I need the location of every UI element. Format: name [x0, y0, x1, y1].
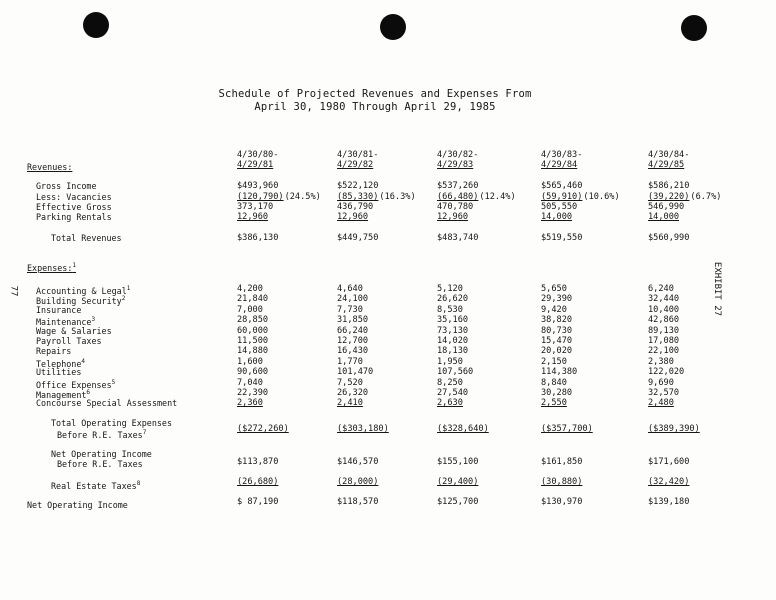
- footnote-marker: 2: [121, 295, 126, 303]
- period-end-5: 4/29/85: [648, 160, 685, 170]
- expense-value-r11-3: 27,540: [437, 388, 469, 398]
- total-expenses-4: ($357,700): [541, 424, 593, 434]
- total-revenues-4: $519,550: [541, 233, 583, 243]
- expense-value-r8-3: 1,950: [437, 356, 463, 367]
- period-end-4: 4/29/84: [541, 160, 578, 170]
- expense-value-r11-4: 30,280: [541, 388, 573, 398]
- noi-before-1: $113,870: [237, 457, 279, 467]
- expense-value-r1-2: 4,640: [337, 284, 363, 294]
- revenue-row-label: Parking Rentals: [36, 212, 112, 222]
- period-start-5: 4/30/84-: [648, 150, 690, 160]
- noi-5: $139,180: [648, 497, 690, 507]
- footnote-marker: 3: [91, 316, 96, 324]
- expense-row-label: Management$^6$: [36, 389, 91, 400]
- vacancy-pct: (10.6%): [583, 192, 620, 202]
- expense-value-r6-1: 11,500: [237, 336, 269, 346]
- total-expenses-5: ($389,390): [648, 424, 700, 434]
- revenue-value-r2-3: (66,480)(12.4%): [437, 192, 516, 202]
- expense-value-r7-2: 16,430: [337, 346, 369, 357]
- expense-value-r3-1: 7,000: [237, 304, 263, 315]
- punch-hole-right: [681, 15, 707, 41]
- expense-value-r6-5: 17,080: [648, 336, 680, 346]
- revenue-value-r3-1: 373,170: [237, 202, 274, 212]
- punch-hole-center: [380, 14, 406, 40]
- expense-value-r4-3: 35,160: [437, 315, 469, 326]
- footnote-marker: 6: [86, 389, 91, 396]
- footnote-marker: 5: [111, 378, 116, 386]
- revenue-value-r1-2: $522,120: [337, 181, 379, 191]
- expense-value-r12-1: 2,360: [237, 398, 263, 409]
- vacancy-pct: (24.5%): [284, 192, 321, 202]
- expense-row-label: Payroll Taxes: [36, 336, 102, 346]
- expense-value-r5-5: 89,130: [648, 325, 680, 336]
- expense-value-r4-4: 38,820: [541, 315, 573, 326]
- period-end-2: 4/29/82: [337, 160, 374, 170]
- noi-4: $130,970: [541, 497, 583, 507]
- period-end-3: 4/29/83: [437, 160, 474, 170]
- expense-value-r3-5: 10,400: [648, 304, 680, 315]
- page-number: 77: [8, 285, 19, 297]
- expense-row-label: Concourse Special Assessment: [36, 398, 178, 409]
- expense-value-r4-1: 28,850: [237, 315, 269, 326]
- expense-value-r11-5: 32,570: [648, 388, 680, 398]
- revenue-value-r1-3: $537,260: [437, 181, 479, 191]
- expense-value-r3-2: 7,730: [337, 304, 363, 315]
- expense-value-r7-3: 18,130: [437, 346, 469, 357]
- expense-value-r11-1: 22,390: [237, 388, 269, 398]
- expense-value-r10-4: 8,840: [541, 377, 567, 388]
- expense-value-r5-4: 80,730: [541, 325, 573, 336]
- expense-value-r9-5: 122,020: [648, 367, 685, 378]
- expense-value-r9-4: 114,380: [541, 367, 578, 378]
- total-expenses-2: ($303,180): [337, 424, 389, 434]
- revenue-value-r1-5: $586,210: [648, 181, 690, 191]
- expense-value-r10-1: 7,040: [237, 377, 263, 388]
- vacancy-pct: (6.7%): [690, 192, 722, 202]
- footnote-marker: 1: [72, 262, 77, 269]
- expense-row-label: Accounting & Legal$^1$: [36, 285, 131, 296]
- re-taxes-label: Real Estate Taxes$^8$: [51, 480, 141, 491]
- expense-value-r1-1: 4,200: [237, 284, 263, 294]
- expense-value-r1-4: 5,650: [541, 284, 567, 294]
- expense-row-label: Insurance: [36, 304, 82, 315]
- revenue-value-r4-4: 14,000: [541, 212, 573, 222]
- expense-value-r4-2: 31,850: [337, 315, 369, 326]
- period-start-1: 4/30/80-: [237, 150, 279, 160]
- total-revenues-1: $386,130: [237, 233, 279, 243]
- noi-before-label-2: Before R.E. Taxes: [57, 459, 143, 469]
- expense-value-r8-1: 1,600: [237, 356, 263, 367]
- expense-value-r10-3: 8,250: [437, 377, 463, 388]
- noi-2: $118,570: [337, 497, 379, 507]
- title-line-2: April 30, 1980 Through April 29, 1985: [254, 101, 496, 113]
- re-taxes-5: (32,420): [648, 477, 690, 487]
- total-expenses-label-2: Before R.E. Taxes$^7$: [57, 429, 147, 440]
- re-taxes-2: (28,000): [337, 477, 379, 487]
- period-end-1: 4/29/81: [237, 160, 274, 170]
- expense-value-r2-4: 29,390: [541, 294, 573, 305]
- expense-value-r9-2: 101,470: [337, 367, 374, 378]
- revenue-value-r2-2: (85,330)(16.3%): [337, 192, 416, 202]
- expense-value-r2-3: 26,620: [437, 294, 469, 305]
- period-start-3: 4/30/82-: [437, 150, 479, 160]
- expense-value-r8-5: 2,380: [648, 356, 674, 367]
- expense-value-r1-5: 6,240: [648, 284, 674, 294]
- expense-value-r3-4: 9,420: [541, 304, 567, 315]
- revenues-heading: Revenues:: [27, 162, 73, 172]
- expense-row-label: Utilities: [36, 367, 82, 378]
- total-revenues-2: $449,750: [337, 233, 379, 243]
- revenue-value-r1-4: $565,460: [541, 181, 583, 191]
- punch-hole-left: [83, 12, 109, 38]
- expense-value-r10-2: 7,520: [337, 377, 363, 388]
- revenue-value-r4-2: 12,960: [337, 212, 369, 222]
- expense-value-r12-3: 2,630: [437, 398, 463, 409]
- expense-value-r8-2: 1,770: [337, 356, 363, 367]
- total-revenues-5: $560,990: [648, 233, 690, 243]
- total-expenses-3: ($328,640): [437, 424, 489, 434]
- expense-value-r9-3: 107,560: [437, 367, 474, 378]
- total-expenses-1: ($272,260): [237, 424, 289, 434]
- expense-value-r4-5: 42,860: [648, 315, 680, 326]
- expense-row-label: Wage & Salaries: [36, 325, 112, 336]
- title-line-1: Schedule of Projected Revenues and Expenses From: [218, 88, 532, 100]
- expense-value-r6-2: 12,700: [337, 336, 369, 346]
- footnote-marker: 7: [142, 429, 147, 436]
- footnote-marker: 8: [136, 480, 141, 487]
- footnote-marker: 1: [126, 285, 131, 292]
- re-taxes-4: (30,880): [541, 477, 583, 487]
- expense-value-r9-1: 90,600: [237, 367, 269, 378]
- exhibit-label: EXHIBIT 27: [712, 261, 723, 317]
- expense-value-r11-2: 26,320: [337, 388, 369, 398]
- expense-value-r10-5: 9,690: [648, 377, 674, 388]
- expense-row-label: Office Expenses$^5$: [36, 378, 116, 390]
- expense-value-r2-5: 32,440: [648, 294, 680, 305]
- total-revenues-label: Total Revenues: [51, 233, 122, 243]
- revenue-value-r4-5: 14,000: [648, 212, 680, 222]
- expense-value-r6-3: 14,020: [437, 336, 469, 346]
- expense-value-r3-3: 8,530: [437, 304, 463, 315]
- revenue-value-r4-1: 12,960: [237, 212, 269, 222]
- noi-before-4: $161,850: [541, 457, 583, 467]
- period-start-2: 4/30/81-: [337, 150, 379, 160]
- expense-row-label: Repairs: [36, 346, 72, 357]
- revenue-value-r3-3: 470,780: [437, 202, 474, 212]
- expense-value-r2-1: 21,840: [237, 294, 269, 305]
- expense-value-r7-4: 20,020: [541, 346, 573, 357]
- period-start-4: 4/30/83-: [541, 150, 583, 160]
- re-taxes-3: (29,400): [437, 477, 479, 487]
- revenue-row-label: Effective Gross: [36, 202, 112, 212]
- revenue-value-r2-4: (59,910)(10.6%): [541, 192, 620, 202]
- expenses-heading: Expenses:$^1$: [27, 262, 77, 273]
- expense-value-r2-2: 24,100: [337, 294, 369, 305]
- expense-value-r6-4: 15,470: [541, 336, 573, 346]
- vacancy-pct: (12.4%): [479, 192, 516, 202]
- expense-row-label: Telephone$^4$: [36, 357, 86, 369]
- expense-row-label: Building Security$^2$: [36, 295, 126, 307]
- revenue-value-r1-1: $493,960: [237, 181, 279, 191]
- total-revenues-3: $483,740: [437, 233, 479, 243]
- noi-label: Net Operating Income: [27, 500, 128, 510]
- total-expenses-label-1: Total Operating Expenses: [51, 418, 173, 428]
- expense-value-r5-1: 60,000: [237, 325, 269, 336]
- noi-1: $ 87,190: [237, 497, 279, 507]
- expense-value-r7-5: 22,100: [648, 346, 680, 357]
- expense-value-r1-3: 5,120: [437, 284, 463, 294]
- noi-before-label-1: Net Operating Income: [51, 449, 152, 459]
- re-taxes-1: (26,680): [237, 477, 279, 487]
- expense-value-r8-4: 2,150: [541, 356, 567, 367]
- noi-before-5: $171,600: [648, 457, 690, 467]
- expense-row-label: Maintenance$^3$: [36, 316, 96, 328]
- footnote-marker: 4: [81, 357, 86, 365]
- revenue-value-r2-5: (39,220)(6.7%): [648, 192, 722, 202]
- expense-value-r12-5: 2,480: [648, 398, 674, 409]
- revenue-row-label: Gross Income: [36, 181, 97, 191]
- noi-before-2: $146,570: [337, 457, 379, 467]
- revenue-value-r4-3: 12,960: [437, 212, 469, 222]
- revenue-row-label: Less: Vacancies: [36, 192, 112, 202]
- vacancy-pct: (16.3%): [379, 192, 416, 202]
- expense-value-r5-2: 66,240: [337, 325, 369, 336]
- expense-value-r7-1: 14,880: [237, 346, 269, 357]
- revenue-value-r3-2: 436,790: [337, 202, 374, 212]
- revenue-value-r3-5: 546,990: [648, 202, 685, 212]
- revenue-value-r3-4: 505,550: [541, 202, 578, 212]
- noi-3: $125,700: [437, 497, 479, 507]
- expense-value-r5-3: 73,130: [437, 325, 469, 336]
- expense-value-r12-2: 2,410: [337, 398, 363, 409]
- expense-value-r12-4: 2,550: [541, 398, 567, 409]
- revenue-value-r2-1: (120,790)(24.5%): [237, 192, 321, 202]
- noi-before-3: $155,100: [437, 457, 479, 467]
